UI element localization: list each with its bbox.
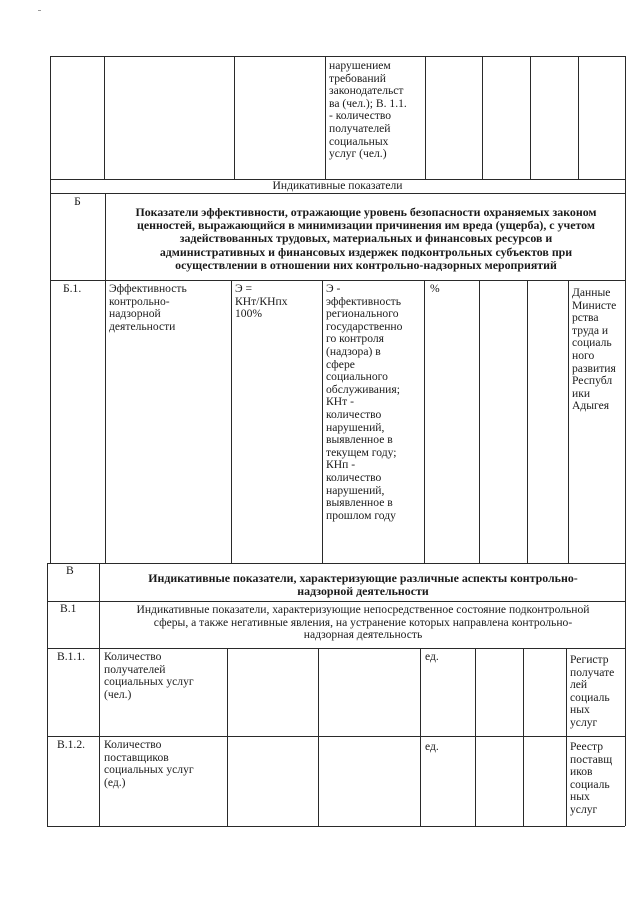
rule-col <box>530 56 531 179</box>
rule-col <box>566 648 567 826</box>
unit: ед. <box>425 650 439 663</box>
rule-col <box>479 280 480 563</box>
rule-row <box>50 280 625 281</box>
rule-col <box>420 648 421 826</box>
row-number: В.1.2. <box>57 738 86 751</box>
data-source: Регистр получате лей социаль ных услуг <box>570 653 615 729</box>
rule-col <box>318 648 319 826</box>
indicator-name: Количество получателей социальных услуг (чел.) <box>104 650 194 701</box>
section-heading: Индикативные показатели <box>272 179 403 192</box>
section-number: Б <box>74 195 81 208</box>
rule-col <box>105 193 106 280</box>
rule-col <box>475 648 476 826</box>
rule-col <box>47 563 48 826</box>
rule-row <box>47 736 625 737</box>
rule-table-top <box>50 56 625 57</box>
indicator-formula: Э = КНт/КНпх 100% <box>235 282 288 321</box>
scan-speck <box>38 10 41 11</box>
rule-col <box>104 56 105 179</box>
rule-col <box>527 280 528 563</box>
unit: % <box>430 282 440 295</box>
rule-col <box>99 563 100 648</box>
rule-col <box>234 56 235 179</box>
rule-row <box>47 648 625 649</box>
rule-col <box>231 280 232 563</box>
rule-row <box>50 193 625 194</box>
unit: ед. <box>425 740 439 753</box>
rule-table-bottom <box>47 826 625 827</box>
formula-comment: Э - эффективность регионального государственно го контроля (надзора) в сфере социального обслуживания; КНт - количество нарушений, выявленное в текущем году; КНп - количество нарушений, выявленное в прошлом году <box>326 282 403 522</box>
rule-col <box>425 56 426 179</box>
rule-col <box>227 648 228 826</box>
rule-col <box>523 648 524 826</box>
data-source: Реестр поставщ иков социаль ных услуг <box>570 740 613 816</box>
rule-col <box>568 280 569 563</box>
rule-row <box>47 601 625 602</box>
indicator-name: Количество поставщиков социальных услуг (ед.) <box>104 738 194 789</box>
rule-col <box>99 648 100 826</box>
rule-col <box>322 280 323 563</box>
row-number: В.1 <box>60 602 77 615</box>
data-source: Данные Министе рства труда и социаль ного развития Республ ики Адыгея <box>572 286 617 413</box>
section-heading: Показатели эффективности, отражающие уровень безопасности охраняемых законом ценностей, выражающийся в минимизации причинения им вреда (ущерба), с учетом задействованных трудовых, материальных и финансовых ресурсов и административных и финансовых издержек подконтрольных субъектов при осуществлении в отношении них контрольно-надзорных мероприятий <box>135 205 597 272</box>
rule-col <box>578 56 579 179</box>
subsection-heading: Индикативные показатели, характеризующие непосредственное состояние подконтрольной сферы, а также негативные явления, на устранение которых направлена контрольно- надзорная деятельность <box>136 603 590 642</box>
indicator-name: Эффективность контрольно- надзорной деятельности <box>109 282 187 333</box>
rule-col <box>325 56 326 179</box>
rule-col <box>50 56 51 563</box>
row-number: В.1.1. <box>57 650 86 663</box>
rule-col <box>105 280 106 563</box>
section-number: В <box>66 564 74 577</box>
rule-col <box>424 280 425 563</box>
rule-col <box>482 56 483 179</box>
cell-comment: нарушением требований законодательст ва (чел.); В. 1.1. - количество получателей социальных услуг (чел.) <box>329 59 407 161</box>
rule-row <box>47 563 625 564</box>
section-heading: Индикативные показатели, характеризующие различные аспекты контрольно- надзорной деятельности <box>148 571 578 599</box>
row-number: Б.1. <box>63 282 82 295</box>
